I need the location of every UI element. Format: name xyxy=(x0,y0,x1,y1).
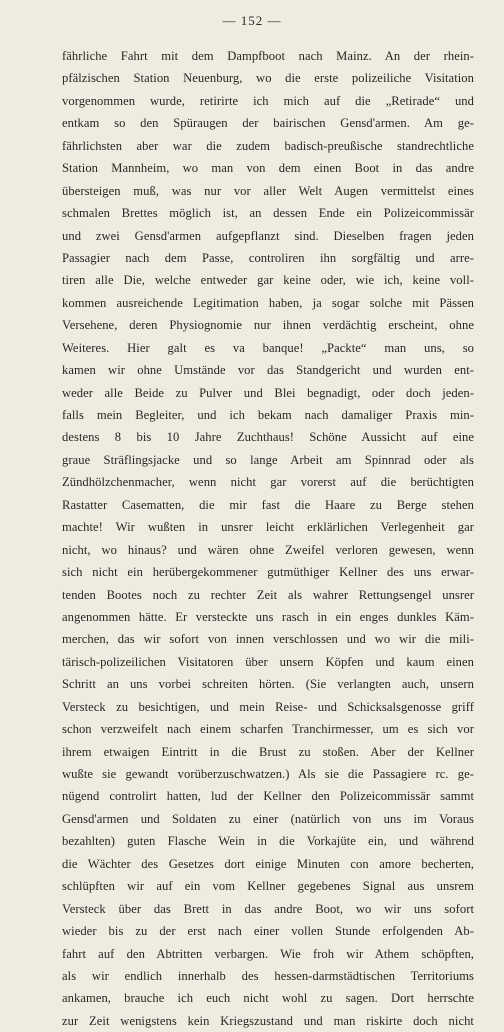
text-line: kamen wir ohne Umstände vor das Standgericht und wurden ent- xyxy=(62,363,474,378)
text-line: Weiteres. Hier galt es va banque! „Packte“ man uns, so xyxy=(62,340,474,355)
text-line: vorgenommen wurde, retirirte ich mich auf die „Retirade“ und xyxy=(62,93,474,108)
text-line: weder alle Beide zu Pulver und Blei begnadigt, oder doch jeden- xyxy=(62,385,474,400)
text-line: angenommen hätte. Er versteckte uns rasch in ein enges dunkles Käm- xyxy=(62,609,474,624)
text-line: graue Sträflingsjacke und so lange Arbeit am Spinnrad oder als xyxy=(62,452,474,467)
text-line: Gensd'armen und Soldaten zu einer (natürlich von uns im Voraus xyxy=(62,811,474,826)
text-line: wieder bis zu der erst nach einer vollen Stunde erfolgenden Ab- xyxy=(62,924,474,939)
text-line: tärisch-polizeilichen Visitatoren über unsern Köpfen und kaum einen xyxy=(62,654,474,669)
text-line: nicht, wo hinaus? und wären ohne Zweifel verloren gewesen, wenn xyxy=(62,542,474,557)
text-line: ihrem etwaigen Eintritt in die Brust zu stoßen. Aber der Kellner xyxy=(62,744,474,759)
text-line: entkam so den Spüraugen der bairischen Gensd'armen. Am ge- xyxy=(62,116,474,131)
text-line: merchen, das wir sofort von innen verschlossen und wo wir die mili- xyxy=(62,632,474,647)
text-line: pfälzischen Station Neuenburg, wo die erste polizeiliche Visitation xyxy=(62,71,474,86)
text-line: nügend controlirt hatten, lud der Kellner den Polizeicommissär sammt xyxy=(62,789,474,804)
text-line: schon verzweifelt nach einem scharfen Tranchirmesser, um es sich vor xyxy=(62,722,474,737)
text-line: destens 8 bis 10 Jahre Zuchthaus! Schöne Aussicht auf eine xyxy=(62,430,474,445)
text-line: schlüpften wir auf ein vom Kellner gegebenes Signal aus unsrem xyxy=(62,879,474,894)
text-line: tenden Bootes noch zu rechter Zeit als wahrer Rettungsengel unsrer xyxy=(62,587,474,602)
text-line: Versteck zu besichtigen, und mein Reise- und Schicksalsgenosse griff xyxy=(62,699,474,714)
text-line: fährliche Fahrt mit dem Dampfboot nach Mainz. An der rhein- xyxy=(62,49,474,63)
text-line: schmalen Brettes möglich ist, an dessen Ende ein Polizeicommissär xyxy=(62,206,474,221)
text-line: Schritt an uns vorbei schreiten hörten. (Sie verlangten auch, unsern xyxy=(62,677,474,692)
text-line: Passagier nach dem Passe, controliren ihn sorgfältig und arre- xyxy=(62,250,474,265)
text-line: Versteck über das Brett in das andre Boot, wo wir uns sofort xyxy=(62,901,474,916)
text-line: wußte sie gewandt vorüberzuschwatzen.) Als sie die Passagiere rc. ge- xyxy=(62,767,474,781)
text-line: sich nicht ein herübergekommener gutmüthiger Kellner des uns erwar- xyxy=(62,565,474,580)
text-line: bezahlten) guten Flasche Wein in die Vorkajüte ein, und während xyxy=(62,834,474,849)
text-line: Versehene, deren Physiognomie nur ihnen verdächtig erscheint, ohne xyxy=(62,318,474,333)
body-text xyxy=(62,45,474,1032)
text-line: machte! Wir wußten in unsrer leicht erklärlichen Verlegenheit gar xyxy=(62,520,474,535)
text-line: ankamen, brauche ich euch nicht wohl zu sagen. Dort herrschte xyxy=(62,991,474,1006)
text-line: Station Mannheim, wo man von dem einen Boot in das andre xyxy=(62,161,474,176)
text-line: übersteigen muß, was nur vor aller Welt Augen vermittelst eines xyxy=(62,183,474,198)
text-line: fährlichsten aber war die zudem badisch-preußische standrechtliche xyxy=(62,138,474,153)
text-line: und zwei Gensd'armen aufgepflanzt sind. Dieselben fragen jeden xyxy=(62,228,474,243)
text-line: als wir endlich innerhalb des hessen-darmstädtischen Territoriums xyxy=(62,968,474,983)
text-line: Rastatter Casematten, die mir fast die Haare zu Berge stehen xyxy=(62,497,474,512)
text-line: Zündhölzchenmacher, wenn nicht gar vorerst auf die berüchtigten xyxy=(62,475,474,490)
text-line: die Wächter des Gesetzes dort einige Minuten con amore becherten, xyxy=(62,856,474,871)
text-line: fahrt auf den Abtritten verbargen. Wie froh wir Athem schöpften, xyxy=(62,946,474,961)
text-line: zur Zeit wenigstens kein Kriegszustand und man riskirte doch nicht xyxy=(62,1013,474,1028)
text-line: kommen ausreichende Legitimation haben, ja sogar solche mit Pässen xyxy=(62,295,474,310)
text-line: falls mein Begleiter, und ich bekam nach damaliger Praxis min- xyxy=(62,408,474,422)
page-number: — 152 — xyxy=(222,13,282,28)
text-line: tiren alle Die, welche entweder gar keine oder, wie ich, keine voll- xyxy=(62,273,474,288)
